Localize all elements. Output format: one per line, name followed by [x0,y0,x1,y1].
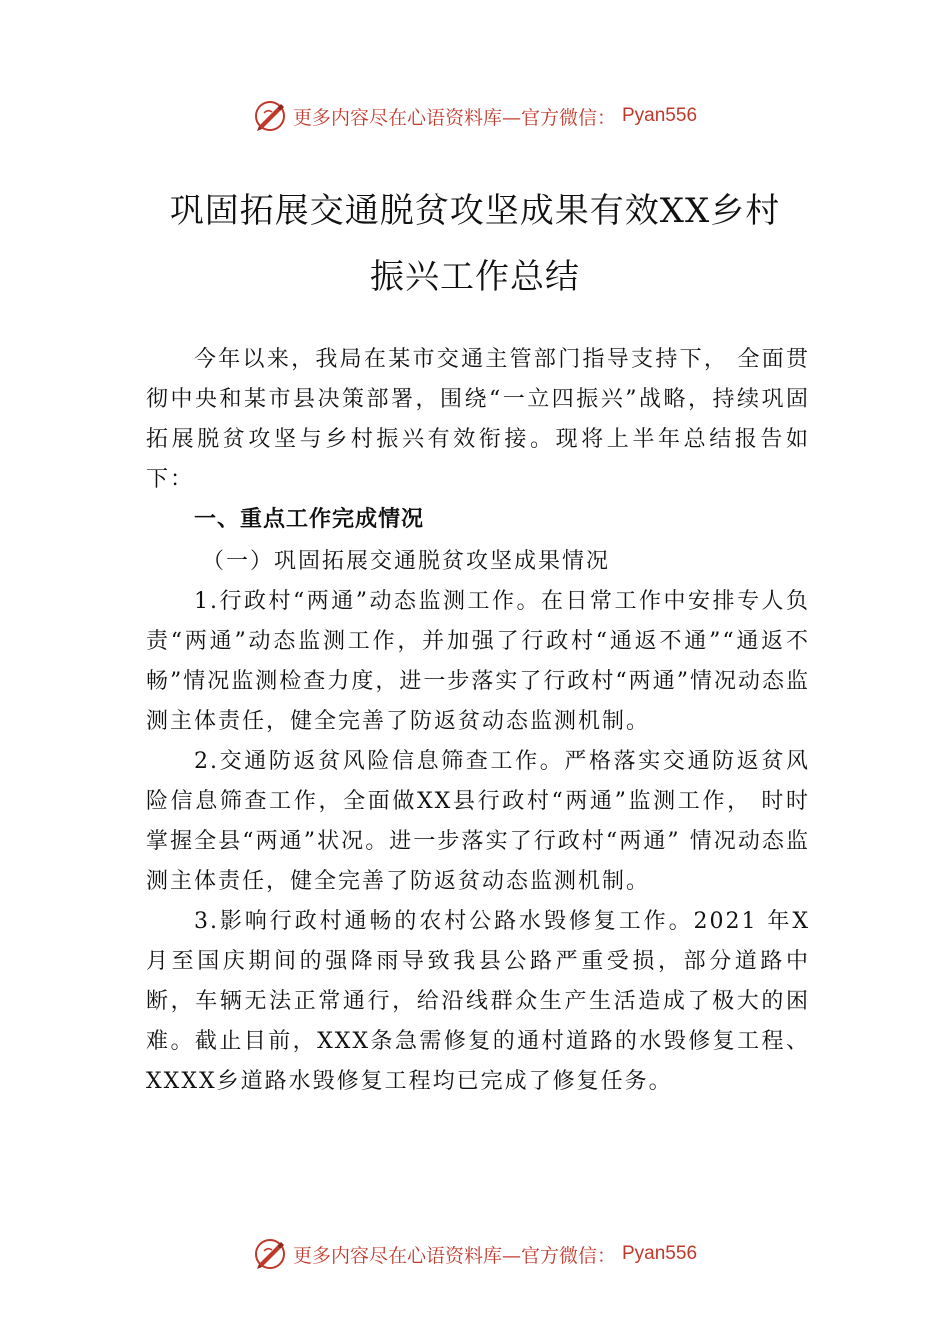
footer-banner [0,1234,950,1274]
title-line-2: 振兴工作总结 [370,257,580,297]
document-body [146,340,810,1102]
pen-logo-icon [253,1237,287,1271]
pen-logo-icon [253,99,287,133]
title-line-1: 巩固拓展交通脱贫攻坚成果有效XX乡村 [169,191,781,231]
section-1-heading: 一、重点工作完成情况 [194,507,425,532]
header-brand-text: Pyan556 [622,105,698,126]
item-2-paragraph: 2.交通防返贫风险信息筛查工作。严格落实交通防返贫风险信息筛查工作，全面做XX县行政村“两通”监测工作， 时时掌握全县“两通”状况。进一步落实了行政村“两通” 情况动态监测主体责任，健全完善了防返贫动态监测机制。 [146,749,810,894]
footer-brand-text: Pyan556 [622,1243,698,1264]
intro-paragraph: 今年以来，我局在某市交通主管部门指导支持下， 全面贯彻中央和某市县决策部署，围绕“一立四振兴”战略，持续巩固拓展脱贫攻坚与乡村振兴有效衔接。现将上半年总结报告如下： [146,347,810,492]
item-1-paragraph: 1.行政村“两通”动态监测工作。在日常工作中安排专人负责“两通”动态监测工作，并加强了行政村“通返不通”“通返不畅”情况监测检查力度，进一步落实了行政村“两通”情况动态监测主体责任，健全完善了防返贫动态监测机制。 [146,589,810,734]
header-promo-text: 更多内容尽在心语资料库—官方微信： [292,106,616,129]
document-title [0,178,950,310]
item-3-paragraph: 3.影响行政村通畅的农村公路水毁修复工作。2021 年X月至国庆期间的强降雨导致我县公路严重受损，部分道路中断，车辆无法正常通行，给沿线群众生产生活造成了极大的困难。截止目前，XXX条急需修复的通村道路的水毁修复工程、XXXX乡道路水毁修复工程均已完成了修复任务。 [146,909,810,1094]
footer-promo-text: 更多内容尽在心语资料库—官方微信： [292,1244,616,1267]
subsection-1-heading: （一）巩固拓展交通脱贫攻坚成果情况 [202,549,611,574]
header-banner [0,96,950,136]
